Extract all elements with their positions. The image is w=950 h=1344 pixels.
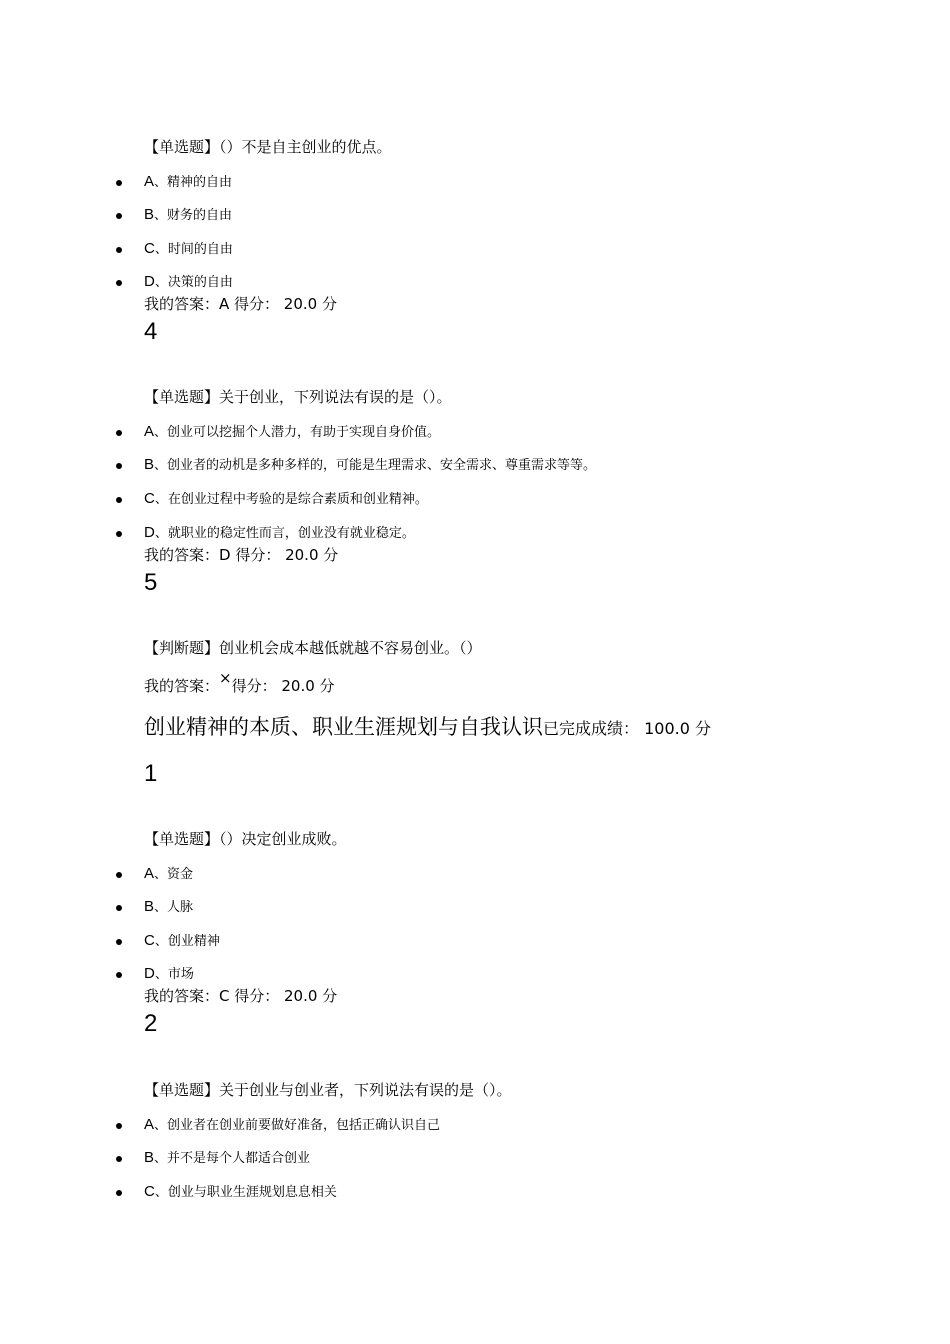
option-c bbox=[144, 1182, 337, 1202]
option-a bbox=[144, 864, 193, 884]
option-b bbox=[144, 205, 232, 225]
my-answer bbox=[144, 669, 335, 695]
option-letter: B bbox=[144, 456, 155, 473]
option-sep: 、 bbox=[154, 1151, 168, 1166]
section-score: 已完成成绩： 100.0 分 bbox=[543, 719, 711, 738]
question-number: 4 bbox=[144, 318, 158, 345]
option-text: 并不是每个人都适合创业 bbox=[167, 1151, 311, 1166]
bullet-icon bbox=[116, 905, 122, 911]
bullet-icon bbox=[116, 939, 122, 945]
bullet-icon bbox=[116, 247, 122, 253]
option-letter: A bbox=[144, 865, 155, 882]
section-heading bbox=[144, 714, 711, 740]
option-c bbox=[144, 931, 220, 951]
option-a bbox=[144, 422, 440, 442]
option-letter: D bbox=[144, 965, 155, 982]
bullet-icon bbox=[116, 280, 122, 286]
option-letter: C bbox=[144, 490, 155, 507]
cross-icon: × bbox=[219, 669, 232, 687]
option-text: 精神的自由 bbox=[167, 175, 233, 190]
option-letter: B bbox=[144, 1149, 155, 1166]
section-title: 创业精神的本质、职业生涯规划与自我认识 bbox=[144, 715, 543, 739]
bullet-icon bbox=[116, 1123, 122, 1129]
option-sep: 、 bbox=[154, 242, 168, 257]
bullet-icon bbox=[116, 1156, 122, 1162]
bullet-icon bbox=[116, 872, 122, 878]
option-letter: A bbox=[144, 1116, 155, 1133]
option-b bbox=[144, 455, 596, 475]
option-sep: 、 bbox=[154, 275, 168, 290]
option-letter: D bbox=[144, 524, 155, 541]
question-number: 1 bbox=[144, 760, 158, 787]
bullet-icon bbox=[116, 1190, 122, 1196]
option-sep: 、 bbox=[154, 967, 168, 982]
option-letter: B bbox=[144, 206, 155, 223]
option-d bbox=[144, 272, 233, 292]
bullet-icon bbox=[116, 430, 122, 436]
option-letter: C bbox=[144, 1183, 155, 1200]
bullet-icon bbox=[116, 213, 122, 219]
option-sep: 、 bbox=[154, 1118, 168, 1133]
my-answer: 我的答案：A 得分： 20.0 分 bbox=[144, 295, 337, 313]
option-text: 市场 bbox=[167, 967, 194, 982]
option-text: 资金 bbox=[167, 867, 194, 882]
option-letter: D bbox=[144, 273, 155, 290]
option-c bbox=[144, 239, 233, 259]
option-text: 创业可以挖掘个人潜力，有助于实现自身价值。 bbox=[167, 425, 441, 440]
option-letter: A bbox=[144, 423, 155, 440]
option-sep: 、 bbox=[154, 900, 168, 915]
option-sep: 、 bbox=[154, 934, 168, 949]
option-a bbox=[144, 1115, 440, 1135]
bullet-icon bbox=[116, 180, 122, 186]
option-sep: 、 bbox=[154, 175, 168, 190]
question-number: 2 bbox=[144, 1010, 158, 1037]
option-text: 在创业过程中考验的是综合素质和创业精神。 bbox=[167, 492, 428, 507]
option-d bbox=[144, 964, 194, 984]
option-letter: C bbox=[144, 240, 155, 257]
question-number: 5 bbox=[144, 569, 158, 596]
answer-score: 得分： 20.0 分 bbox=[231, 677, 335, 695]
question-title: 【单选题】（）不是自主创业的优点。 bbox=[144, 138, 392, 156]
option-b bbox=[144, 1148, 310, 1168]
option-d bbox=[144, 523, 415, 543]
option-sep: 、 bbox=[154, 526, 168, 541]
question-title: 【判断题】创业机会成本越低就越不容易创业。（） bbox=[144, 639, 482, 657]
bullet-icon bbox=[116, 463, 122, 469]
bullet-icon bbox=[116, 497, 122, 503]
option-text: 创业者的动机是多种多样的，可能是生理需求、安全需求、尊重需求等等。 bbox=[167, 458, 597, 473]
option-sep: 、 bbox=[154, 492, 168, 507]
option-letter: B bbox=[144, 898, 155, 915]
option-sep: 、 bbox=[154, 208, 168, 223]
option-sep: 、 bbox=[154, 867, 168, 882]
option-text: 就职业的稳定性而言，创业没有就业稳定。 bbox=[167, 526, 415, 541]
option-text: 财务的自由 bbox=[167, 208, 233, 223]
option-text: 创业者在创业前要做好准备，包括正确认识自己 bbox=[167, 1118, 441, 1133]
my-answer: 我的答案：C 得分： 20.0 分 bbox=[144, 987, 338, 1005]
option-text: 创业与职业生涯规划息息相关 bbox=[167, 1185, 337, 1200]
option-sep: 、 bbox=[154, 425, 168, 440]
answer-label: 我的答案： bbox=[144, 677, 220, 695]
bullet-icon bbox=[116, 972, 122, 978]
my-answer: 我的答案：D 得分： 20.0 分 bbox=[144, 546, 339, 564]
option-a bbox=[144, 172, 232, 192]
option-sep: 、 bbox=[154, 458, 168, 473]
option-text: 决策的自由 bbox=[167, 275, 233, 290]
option-c bbox=[144, 489, 428, 509]
option-text: 时间的自由 bbox=[167, 242, 233, 257]
question-title: 【单选题】关于创业与创业者，下列说法有误的是（）。 bbox=[144, 1081, 512, 1099]
option-sep: 、 bbox=[154, 1185, 168, 1200]
question-title: 【单选题】关于创业，下列说法有误的是（）。 bbox=[144, 388, 452, 406]
option-letter: A bbox=[144, 173, 155, 190]
bullet-icon bbox=[116, 531, 122, 537]
option-b bbox=[144, 897, 193, 917]
question-title: 【单选题】（）决定创业成败。 bbox=[144, 830, 347, 848]
option-letter: C bbox=[144, 932, 155, 949]
option-text: 创业精神 bbox=[167, 934, 220, 949]
option-text: 人脉 bbox=[167, 900, 194, 915]
